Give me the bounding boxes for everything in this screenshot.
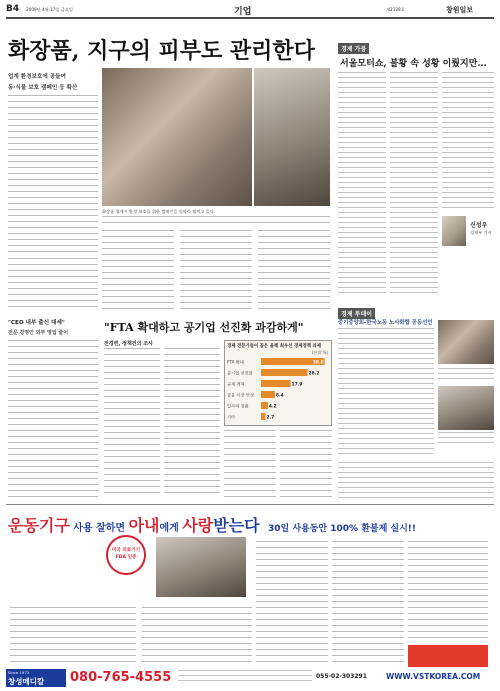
chart-bar: [261, 391, 275, 398]
ad-slogan-end: 받는다: [213, 516, 260, 535]
columnist-title: 경제부 기자: [470, 230, 492, 235]
chart-title: 경제 전문가들이 꼽은 올해 최우선 경제정책 과제: [227, 344, 322, 349]
section-label: 기업: [234, 7, 252, 17]
lead-body-col-1: [8, 95, 98, 255]
fta-headline: "FTA 확대하고 공기업 선진화 과감하게": [104, 321, 304, 334]
lead-headline: 화장품, 지구의 피부도 관리한다: [8, 38, 315, 64]
ad-body-col-1: [256, 541, 328, 667]
ad-right-panel: [408, 645, 488, 667]
ad-body-col-2: [332, 541, 404, 667]
chart-svg: [225, 356, 331, 426]
masthead: [6, 4, 494, 16]
ad-slogan: [8, 513, 260, 536]
chart-unit: (단위:%): [312, 350, 328, 355]
date-line: 2009년 4월 17일 금요일: [26, 7, 73, 12]
chart-category-label: 일자리 창출: [227, 403, 249, 409]
page-number: B4: [6, 4, 20, 14]
sub-story-body: [8, 340, 98, 500]
ad-slogan-wife: 아내: [128, 516, 160, 535]
chart-box: [224, 340, 332, 426]
brief-body-1: [338, 328, 434, 458]
fta-body-col-3: [224, 430, 276, 498]
briefs-label: 경제 투데이: [338, 308, 375, 319]
chart-bar: [261, 402, 268, 409]
ad-badge: 미국 의료기기 FDA 인증: [106, 535, 146, 575]
ad-product-photo: [156, 537, 246, 597]
chart-value-label: 28.2: [308, 371, 320, 377]
ad-phone: 080-765-4555: [70, 670, 172, 685]
brief-photo-2-caption: [438, 432, 494, 446]
brief-body-2: [338, 462, 494, 498]
right-body-col-1: [338, 72, 386, 297]
ad-banner: [6, 507, 494, 687]
chart-bar: [261, 413, 265, 420]
ad-slogan-mid2: 에게: [159, 523, 183, 534]
chart-category-label: 기타: [227, 414, 236, 420]
right-headline: 서울모터쇼, 불황 속 성황 이뤘지만...: [340, 59, 487, 69]
sub-story-head: [8, 318, 98, 336]
lead-subhead-box: [8, 72, 98, 91]
chart-value-label: 17.9: [291, 382, 303, 388]
columnist-name: 신성우: [470, 222, 488, 229]
ad-body-mid: [142, 607, 252, 667]
brief-photo-2: [438, 386, 494, 430]
chart-value-label: 4.2: [268, 404, 277, 410]
paper-name: 창원일보: [446, 6, 474, 14]
lead-body-col-2: [8, 258, 98, 310]
chart-category-label: 공기업 선진화: [227, 370, 253, 376]
chart-category-label: 금융 시장 안정: [227, 392, 254, 398]
chart-category-label: FTA 확대: [227, 359, 244, 365]
lead-photo-caption: 화장품 업계가 환경 보호를 위한 캠페인을 잇따라 펼치고 있다.: [102, 209, 216, 214]
lead-body-col-5: [258, 230, 330, 310]
fta-byline: 전경련, 정책건의 조사: [104, 341, 153, 347]
chart-value-label: 8.4: [275, 393, 284, 399]
ad-slogan-love: 사랑: [182, 516, 214, 535]
lead-body-col-4: [180, 230, 252, 310]
sub-subhead-2: 전문 경영인 외부 영입 줄어: [8, 330, 69, 336]
right-body-col-3: [442, 72, 494, 212]
chart-category-label: 규제 개혁: [227, 381, 245, 387]
lead-subhead-1: 업계 환경보호에 공들여: [8, 74, 66, 80]
sub-subhead-1: "CEO 내부 출신 대세": [8, 320, 65, 326]
ad-since: Since 1973: [8, 670, 30, 675]
lead-body-col-3: [102, 230, 174, 310]
ad-company-box: [6, 669, 66, 687]
brief-photo-1-caption: [438, 368, 494, 382]
ad-company: 창성메디칼: [8, 677, 45, 686]
ad-website: WWW.VSTKOREA.COM: [386, 672, 481, 681]
ad-rule: [6, 504, 494, 505]
ad-footer-lines: [178, 670, 312, 684]
columnist-photo: [442, 216, 466, 246]
fta-body-col-2: [164, 348, 220, 498]
fta-body-col-4: [280, 430, 332, 498]
fta-body-col-1: [104, 348, 160, 498]
ad-slogan-pre: 운동기구: [8, 516, 70, 535]
right-body-col-2: [390, 72, 438, 297]
chart-bar: [261, 380, 291, 387]
chart-bar: [261, 369, 308, 376]
ad-bottom-phone: 055-02-303291: [316, 673, 367, 680]
brief-photo-1: [438, 320, 494, 364]
ad-slogan-mid1: 사용 잘하면: [69, 523, 129, 534]
lead-caption-lines: [102, 216, 330, 226]
chart-value-label: 38.6: [312, 360, 324, 366]
ad-body-left: [10, 607, 136, 667]
chart-value-label: 2.7: [266, 415, 275, 421]
ad-body-col-3: [408, 541, 488, 641]
lead-photo-main: [102, 68, 252, 206]
brief-headline-1: 중기중앙회-한국노동 노사화합 공동선언: [338, 320, 433, 326]
masthead-rule: [6, 17, 494, 19]
ad-side-line: 30일 사용동안 100% 환불제 실시!!: [268, 524, 417, 534]
lead-subhead-2: 동·식물 보호 캠페인 등 확산: [8, 85, 78, 91]
lead-photo-product: [254, 68, 330, 206]
issue-line: 제2128호: [386, 7, 405, 12]
right-box-label: 경제 가뭄: [338, 43, 369, 54]
right-box-label-wrap: [338, 36, 494, 55]
